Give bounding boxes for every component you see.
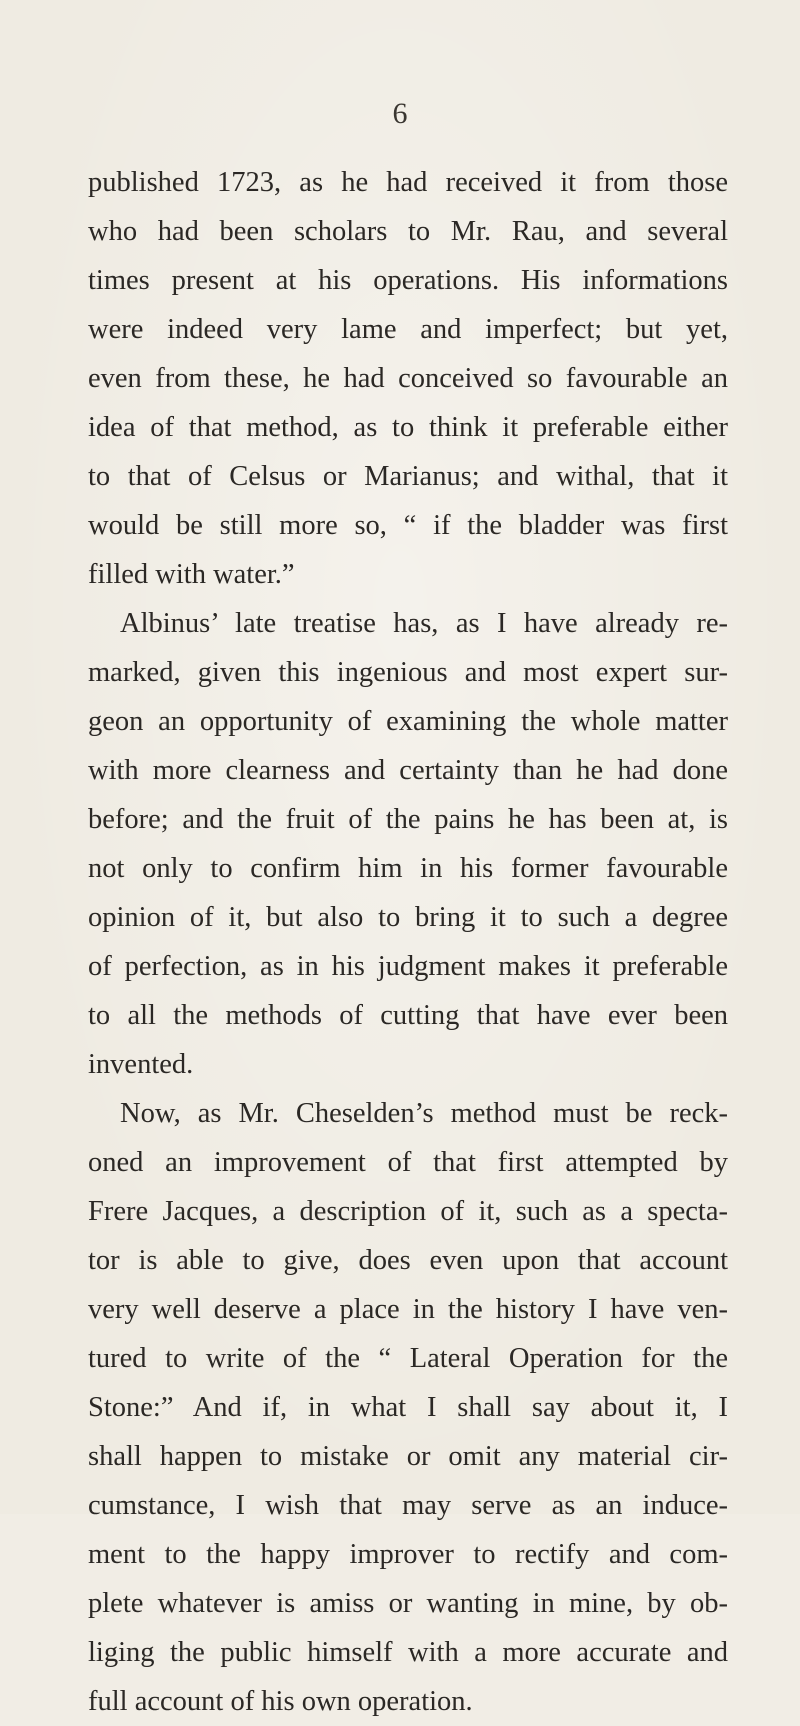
- text-line: tor is able to give, does even upon that account: [88, 1245, 728, 1276]
- text-line: filled with water.”: [88, 559, 295, 590]
- text-line: were indeed very lame and imperfect; but yet,: [88, 314, 728, 345]
- page-number: 6: [392, 97, 408, 130]
- text-line: to that of Celsus or Marianus; and withal, that it: [88, 461, 728, 492]
- text-line: oned an improvement of that first attempted by: [88, 1147, 728, 1178]
- text-line: published 1723, as he had received it from those: [88, 167, 728, 198]
- text-line: Stone:” And if, in what I shall say about it, I: [88, 1392, 728, 1423]
- text-line: to all the methods of cutting that have ever been: [88, 1000, 728, 1031]
- text-line: Albinus’ late treatise has, as I have already re-: [120, 608, 728, 639]
- text-line: not only to confirm him in his former favourable: [88, 853, 728, 884]
- text-line: invented.: [88, 1049, 194, 1080]
- text-line: Now, as Mr. Cheselden’s method must be reck-: [120, 1098, 728, 1129]
- text-line: cumstance, I wish that may serve as an induce-: [88, 1490, 728, 1521]
- text-line: plete whatever is amiss or wanting in mine, by ob-: [88, 1588, 728, 1619]
- text-line: idea of that method, as to think it preferable either: [88, 412, 728, 443]
- text-line: even from these, he had conceived so favourable an: [88, 363, 728, 394]
- text-line: before; and the fruit of the pains he has been at, is: [88, 804, 728, 835]
- text-line: of perfection, as in his judgment makes it preferable: [88, 951, 728, 982]
- text-line: marked, given this ingenious and most expert sur-: [88, 657, 728, 688]
- text-line: tured to write of the “ Lateral Operation for the: [88, 1343, 728, 1374]
- text-line: opinion of it, but also to bring it to such a degree: [88, 902, 728, 933]
- text-line: very well deserve a place in the history I have ven-: [88, 1294, 728, 1325]
- text-line: ment to the happy improver to rectify and com-: [88, 1539, 728, 1570]
- text-line: with more clearness and certainty than he had done: [88, 755, 728, 786]
- text-line: full account of his own operation.: [88, 1686, 473, 1717]
- text-line: times present at his operations. His informations: [88, 265, 728, 296]
- text-line: Frere Jacques, a description of it, such as a specta-: [88, 1196, 728, 1227]
- text-line: shall happen to mistake or omit any material cir-: [88, 1441, 728, 1472]
- text-line: liging the public himself with a more accurate and: [88, 1637, 728, 1668]
- text-line: geon an opportunity of examining the whole matter: [88, 706, 728, 737]
- text-line: would be still more so, “ if the bladder was first: [88, 510, 728, 541]
- body-text: [88, 158, 728, 1726]
- text-line: who had been scholars to Mr. Rau, and several: [88, 216, 728, 247]
